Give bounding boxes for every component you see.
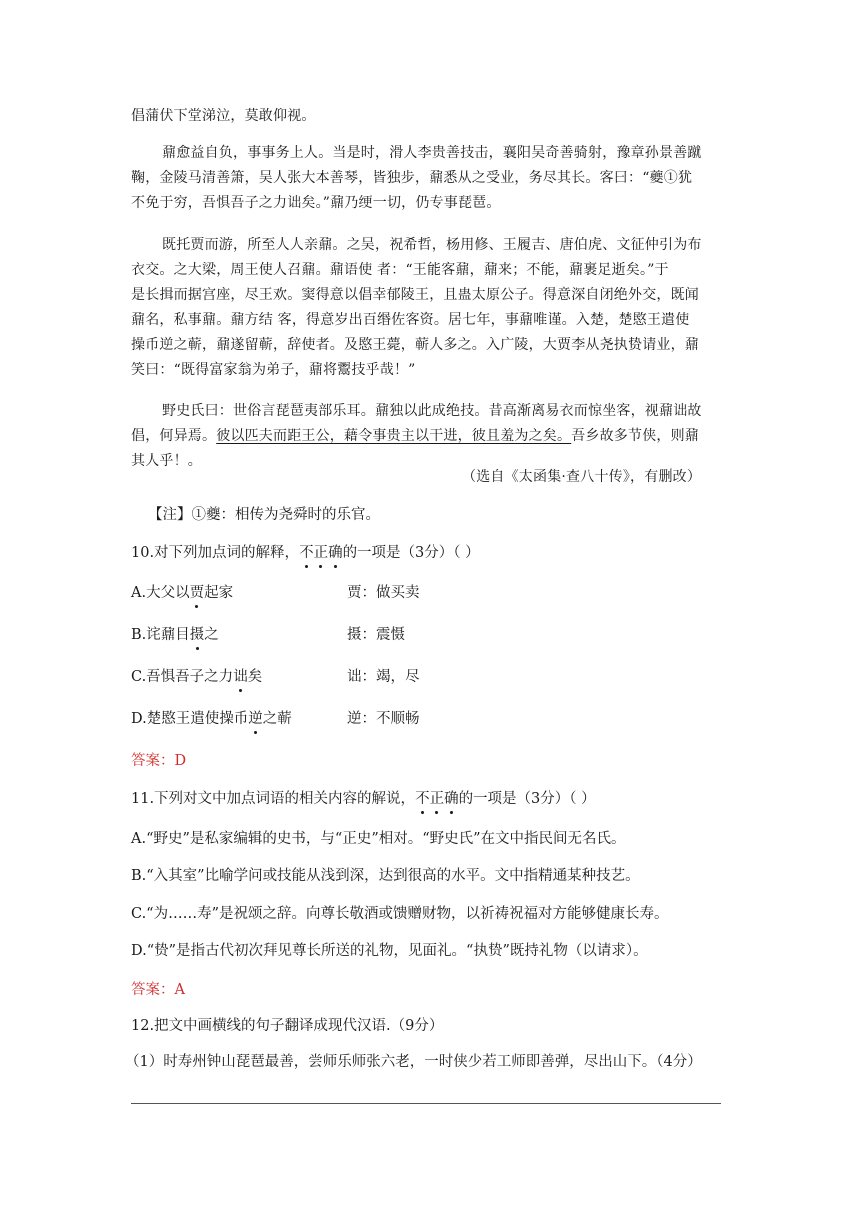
passage-line: 鼐愈益自负，事事务上人。当是时，滑人李贵善技击，襄阳吴奇善骑射，豫章孙景善蹴 xyxy=(162,145,702,161)
passage-line: 不免于穷，吾惧吾子之力诎矣。”鼐乃绠一切，仍专事琵琶。 xyxy=(131,195,501,211)
option-text: 之蕲 xyxy=(262,711,292,727)
source-citation: （选自《太函集·查八十传》，有删改） xyxy=(462,469,702,485)
emphasis-dotted xyxy=(299,545,343,561)
option-b: B.“入其室”比喻学问或技能从浅到深，达到很高的水平。文中指精通某种技艺。 xyxy=(131,868,640,884)
option-b-gloss: 摄：震慑 xyxy=(347,627,405,643)
passage-line: 其人乎！。 xyxy=(131,453,202,469)
option-text: 之 xyxy=(204,627,219,643)
option-d-gloss: 逆：不顺畅 xyxy=(347,711,420,727)
passage-line: 笑曰：“既得富家翁为弟子，鼐将鬻技乎哉！” xyxy=(131,362,416,378)
passage-line: 操币逆之蕲，鼐遂留蕲，辞使者。及愍王薨，蕲人多之。入广陵，大贾李从尧执贽请业，鼐 xyxy=(131,337,699,353)
question-10-stem xyxy=(131,543,480,563)
passage-line: 是长揖而据宫座，尽王欢。窦得意以倡幸郁陵王，且蛊太原公子。得意深自闭绝外交，既闻 xyxy=(131,287,699,303)
dotted-char: 确 xyxy=(328,545,343,561)
option-text: 起家 xyxy=(204,585,234,601)
passage-line: 衣交。之大梁，周王使人召鼐。鼐语使 者：“王能客鼐，鼐来；不能，鼐裹足逝矣。”于 xyxy=(131,262,669,278)
dotted-word: 贾 xyxy=(189,585,205,601)
answer-10: 答案：D xyxy=(131,753,187,769)
passage-line: 既托贾而游，所至人人亲鼐。之吴，祝希哲，杨用修、王履吉、唐伯虎、文征仲引为布 xyxy=(162,237,702,253)
dotted-char: 不 xyxy=(415,791,430,807)
stem-text: 10.对下列加点词的解释， xyxy=(131,545,300,561)
option-a-gloss: 贾：做买卖 xyxy=(347,585,420,601)
emphasis-dotted xyxy=(415,791,459,807)
option-c: C.“为……寿”是祝颂之辞。向尊长敬酒或馈赠财物，以祈祷祝福对方能够健康长寿。 xyxy=(131,906,669,922)
option-b xyxy=(131,625,219,645)
passage-line: 鼐名，私事鼐。鼐方结 客，得意岁出百缗佐客资。居七年，事鼐唯谨。入楚，楚愍王遣使 xyxy=(131,312,690,328)
stem-text: 的一项是（3分）（ ） xyxy=(458,791,596,807)
dotted-char: 正 xyxy=(429,791,445,807)
option-text: C.吾惧吾子之力 xyxy=(131,669,234,685)
question-12-part-1: （1）时寿州钟山琵琶最善，尝师乐师张六老，一时侠少若工师即善弹，尽出山下。（4分） xyxy=(125,1054,702,1070)
option-d xyxy=(131,709,292,729)
option-text: 矣 xyxy=(247,669,263,685)
question-12-stem: 12.把文中画横线的句子翻译成现代汉语.（9分） xyxy=(131,1018,444,1034)
dotted-char: 正 xyxy=(313,545,329,561)
option-text: D.楚愍王遣使操币 xyxy=(131,711,249,727)
passage-line: 倡蒲伏下堂涕泣，莫敢仰视。 xyxy=(131,108,316,124)
question-11-stem xyxy=(131,789,596,809)
option-a xyxy=(131,583,233,603)
answer-blank-line xyxy=(131,1103,721,1104)
stem-text: 11.下列对文中加点词语的相关内容的解说， xyxy=(131,791,416,807)
answer-11: 答案：A xyxy=(131,982,185,998)
option-c-gloss: 诎：竭，尽 xyxy=(347,669,420,685)
underlined-sentence: 彼以匹夫而距王公，藉令事贵主以干进，彼且羞为之矣。 xyxy=(216,428,572,444)
passage-text: 吾乡故多节侠，则鼐 xyxy=(571,428,700,444)
stem-text: 的一项是（3分）（ ） xyxy=(342,545,480,561)
option-text: A.大父以 xyxy=(131,585,190,601)
dotted-char: 确 xyxy=(444,791,459,807)
passage-text: 倡，何异焉。 xyxy=(131,428,217,444)
option-d: D.“贽”是指古代初次拜见尊长所送的礼物，见面礼。“执贽”既持礼物（以请求）。 xyxy=(131,943,648,959)
option-text: B.诧鼐目 xyxy=(131,627,190,643)
passage-line: 野史氏曰：世俗言琵琶夷部乐耳。鼐独以此成绝技。昔高渐离易衣而惊坐客，视鼐诎故 xyxy=(162,403,702,419)
dotted-word: 逆 xyxy=(248,711,263,727)
option-a: A.“野史”是私家编辑的史书，与“正史”相对。“野史氏”在文中指民间无名氏。 xyxy=(131,831,626,847)
footnote: 【注】①夔：相传为尧舜时的乐官。 xyxy=(148,507,380,523)
option-c xyxy=(131,667,262,687)
passage-line xyxy=(131,426,699,446)
passage-line: 鞠，金陵马清善箫，吴人张大本善琴，皆独步，鼐悉从之受业，务尽其长。客曰：“夔①犹 xyxy=(131,170,693,186)
dotted-char: 不 xyxy=(299,545,314,561)
dotted-word: 摄 xyxy=(189,627,205,643)
dotted-word: 诎 xyxy=(233,669,248,685)
